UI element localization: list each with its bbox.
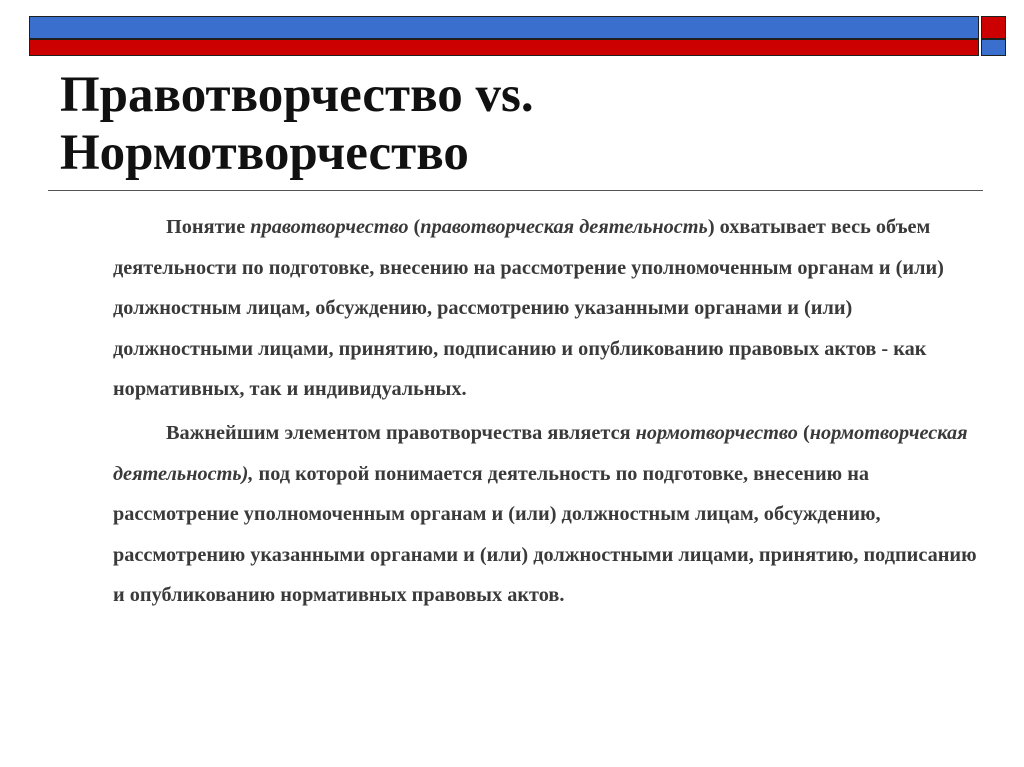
slide-title-line-1: Правотворчество vs. <box>60 67 534 123</box>
paragraph-2-text-3: под которой понимается деятельность по подготовке, внесению на рассмотрение уполномоченным органам и (или) должностным лицам, обсуждению, рассмотрению указанными органами и (или) должностными лицами, принятию, подписанию и опубликованию нормативных правовых актов. <box>113 462 977 607</box>
paragraph-1-term: правотворчество <box>250 216 409 238</box>
slide-body <box>113 207 981 616</box>
paragraph-1-text-3: ) охватывает весь объем деятельности по подготовке, внесению на рассмотрение уполномоченным органам и (или) должностным лицам, обсуждению, рассмотрению указанными органами и (или) должностными лицами, принятию, подписанию и опубликованию правовых актов - как нормативных, так и индивидуальных. <box>113 216 944 401</box>
header-bar-blue <box>29 16 979 39</box>
paragraph-1-text-1: Понятие <box>166 216 251 238</box>
paragraph-2 <box>113 413 981 616</box>
paragraph-2-term-synonym: нормотворческая деятельность), <box>113 421 968 485</box>
paragraph-2-text-1: Важнейшим элементом правотворчества является <box>166 421 636 444</box>
header-square-red <box>981 16 1006 39</box>
paragraph-2-term: нормотворчество <box>635 421 798 444</box>
paragraph-2-text-2: ( <box>797 421 810 444</box>
slide-title <box>60 66 960 182</box>
paragraph-1-term-synonym: правотворческая деятельность <box>420 216 708 238</box>
paragraph-1 <box>113 207 981 410</box>
header-square-blue <box>981 39 1006 56</box>
paragraph-1-text-2: ( <box>408 216 421 238</box>
header-bar-red <box>29 39 979 56</box>
title-divider <box>48 190 983 191</box>
slide-title-line-2: Нормотворчество <box>60 125 469 181</box>
